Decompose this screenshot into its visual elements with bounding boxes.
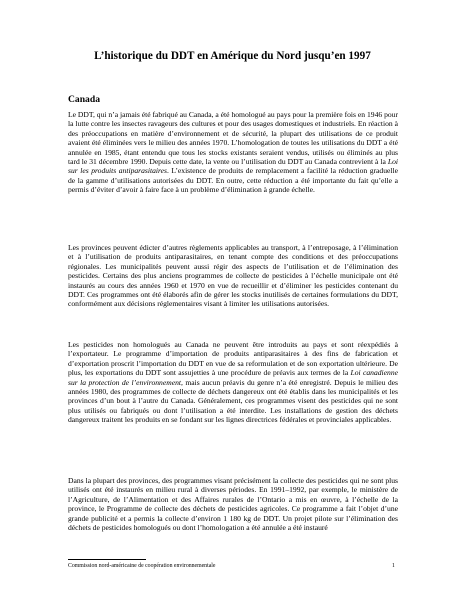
paragraph-1-text-a: Le DDT, qui n’a jamais été fabriqué au Canada, a été homologué au pays pour la première fois en 1946 pour la lutte contre les insectes ravageurs des cultures et pour des usages domestiques et industriels. En réaction à des préoccupations en matière d’environnement et de sécurité, la plupart des utilisations de ce produit avaient été éliminées vers le milieu des années 1970. L’homologation de toutes les utilisations du DDT a été annulée en 1985, étant entendu que tous les stocks existants seraient vendus, utilisés ou éliminés au plus tard le 31 décembre 1990. Depuis cette date, la vente ou l’utilisation du DDT au Canada contrevient à la	[68, 110, 398, 167]
paragraph-3	[68, 340, 398, 425]
document-title: L’historique du DDT en Amérique du Nord jusqu’en 1997	[94, 50, 371, 62]
paragraph-1-law-title: Loi sur les produits antiparasitaires	[68, 157, 398, 176]
footer-organization: Commission nord-américaine de coopération environnementale	[68, 563, 216, 569]
paragraph-3-text-a: Les pesticides non homologués au Canada ne peuvent être introduits au pays et sont réexpédiés à l’exportateur. Le programme d’importation de produits antiparasitaires à des fins de fabrication et d’exportation proscrit l’importation du DDT en vue de sa reformulation et de son exportation ultérieure. De plus, les exportations du DDT sont assujetties à une procédure de préavis aux termes de la	[68, 340, 398, 378]
paragraph-1	[68, 110, 398, 195]
page-number: 1	[392, 563, 395, 569]
footer-divider	[68, 559, 146, 560]
paragraph-3-text-b: , mais aucun préavis du genre n’a été enregistré. Depuis le milieu des années 1980, des programmes de collecte de déchets dangereux ont été établis dans les municipalités et les provinces d’un bout à l’autre du Canada. Généralement, ces programmes visent des pesticides qui ne sont plus utilisés ou fabriqués ou dont l’utilisation a été interdite. Les installations de gestion des déchets dangereux traitent les produits en se fondant sur les lignes directrices fédérales et provinciales applicables.	[68, 377, 398, 425]
paragraph-3-law-title: Loi canadienne sur la protection de l’environnement	[68, 368, 399, 387]
paragraph-4: Dans la plupart des provinces, des programmes visant précisément la collecte des pesticides qui ne sont plus utilisés ont été instaurés en milieu rural à diverses périodes. En 1991–1992, par exemple, le ministère de l’Agriculture, de l’Alimentation et des Affaires rurales de l’Ontario a mis en œuvre, à l’échelle de la province, le Programme de collecte des déchets de pesticides agricoles. Ce programme a fait l’objet d’une grande publicité et a permis la collecte d’environ 1 180 kg de DDT. Un projet pilote sur l’élimination des déchets de pesticides homologués ou dont l’homologation a été annulée a été instauré	[68, 476, 398, 533]
section-heading: Canada	[68, 94, 100, 105]
paragraph-2: Les provinces peuvent édicter d’autres règlements applicables au transport, à l’entreposage, à l’élimination et à l’utilisation de produits antiparasitaires, en tenant compte des conditions et des préoccupations régionales. Les municipalités peuvent aussi régir des aspects de l’utilisation et de l’élimination des pesticides. Certains des plus anciens programmes de collecte de pesticides à l’échelle municipale ont été instaurés au cours des années 1960 et 1970 en vue de recueillir et d’éliminer les pesticides contenant du DDT. Ces programmes ont été élaborés afin de gérer les stocks inutilisés de certaines formulations du DDT, conformément aux décisions réglementaires visant à limiter les utilisations autorisées.	[68, 243, 398, 309]
paragraph-1-text-b: . L’existence de produits de remplacement a facilité la réduction graduelle de la gamme d’utilisations autorisées du DDT. En outre, cette réduction a été importante du fait qu’elle a permis d’éviter d’avoir à faire face à un problème d’élimination à grande échelle.	[68, 166, 398, 195]
